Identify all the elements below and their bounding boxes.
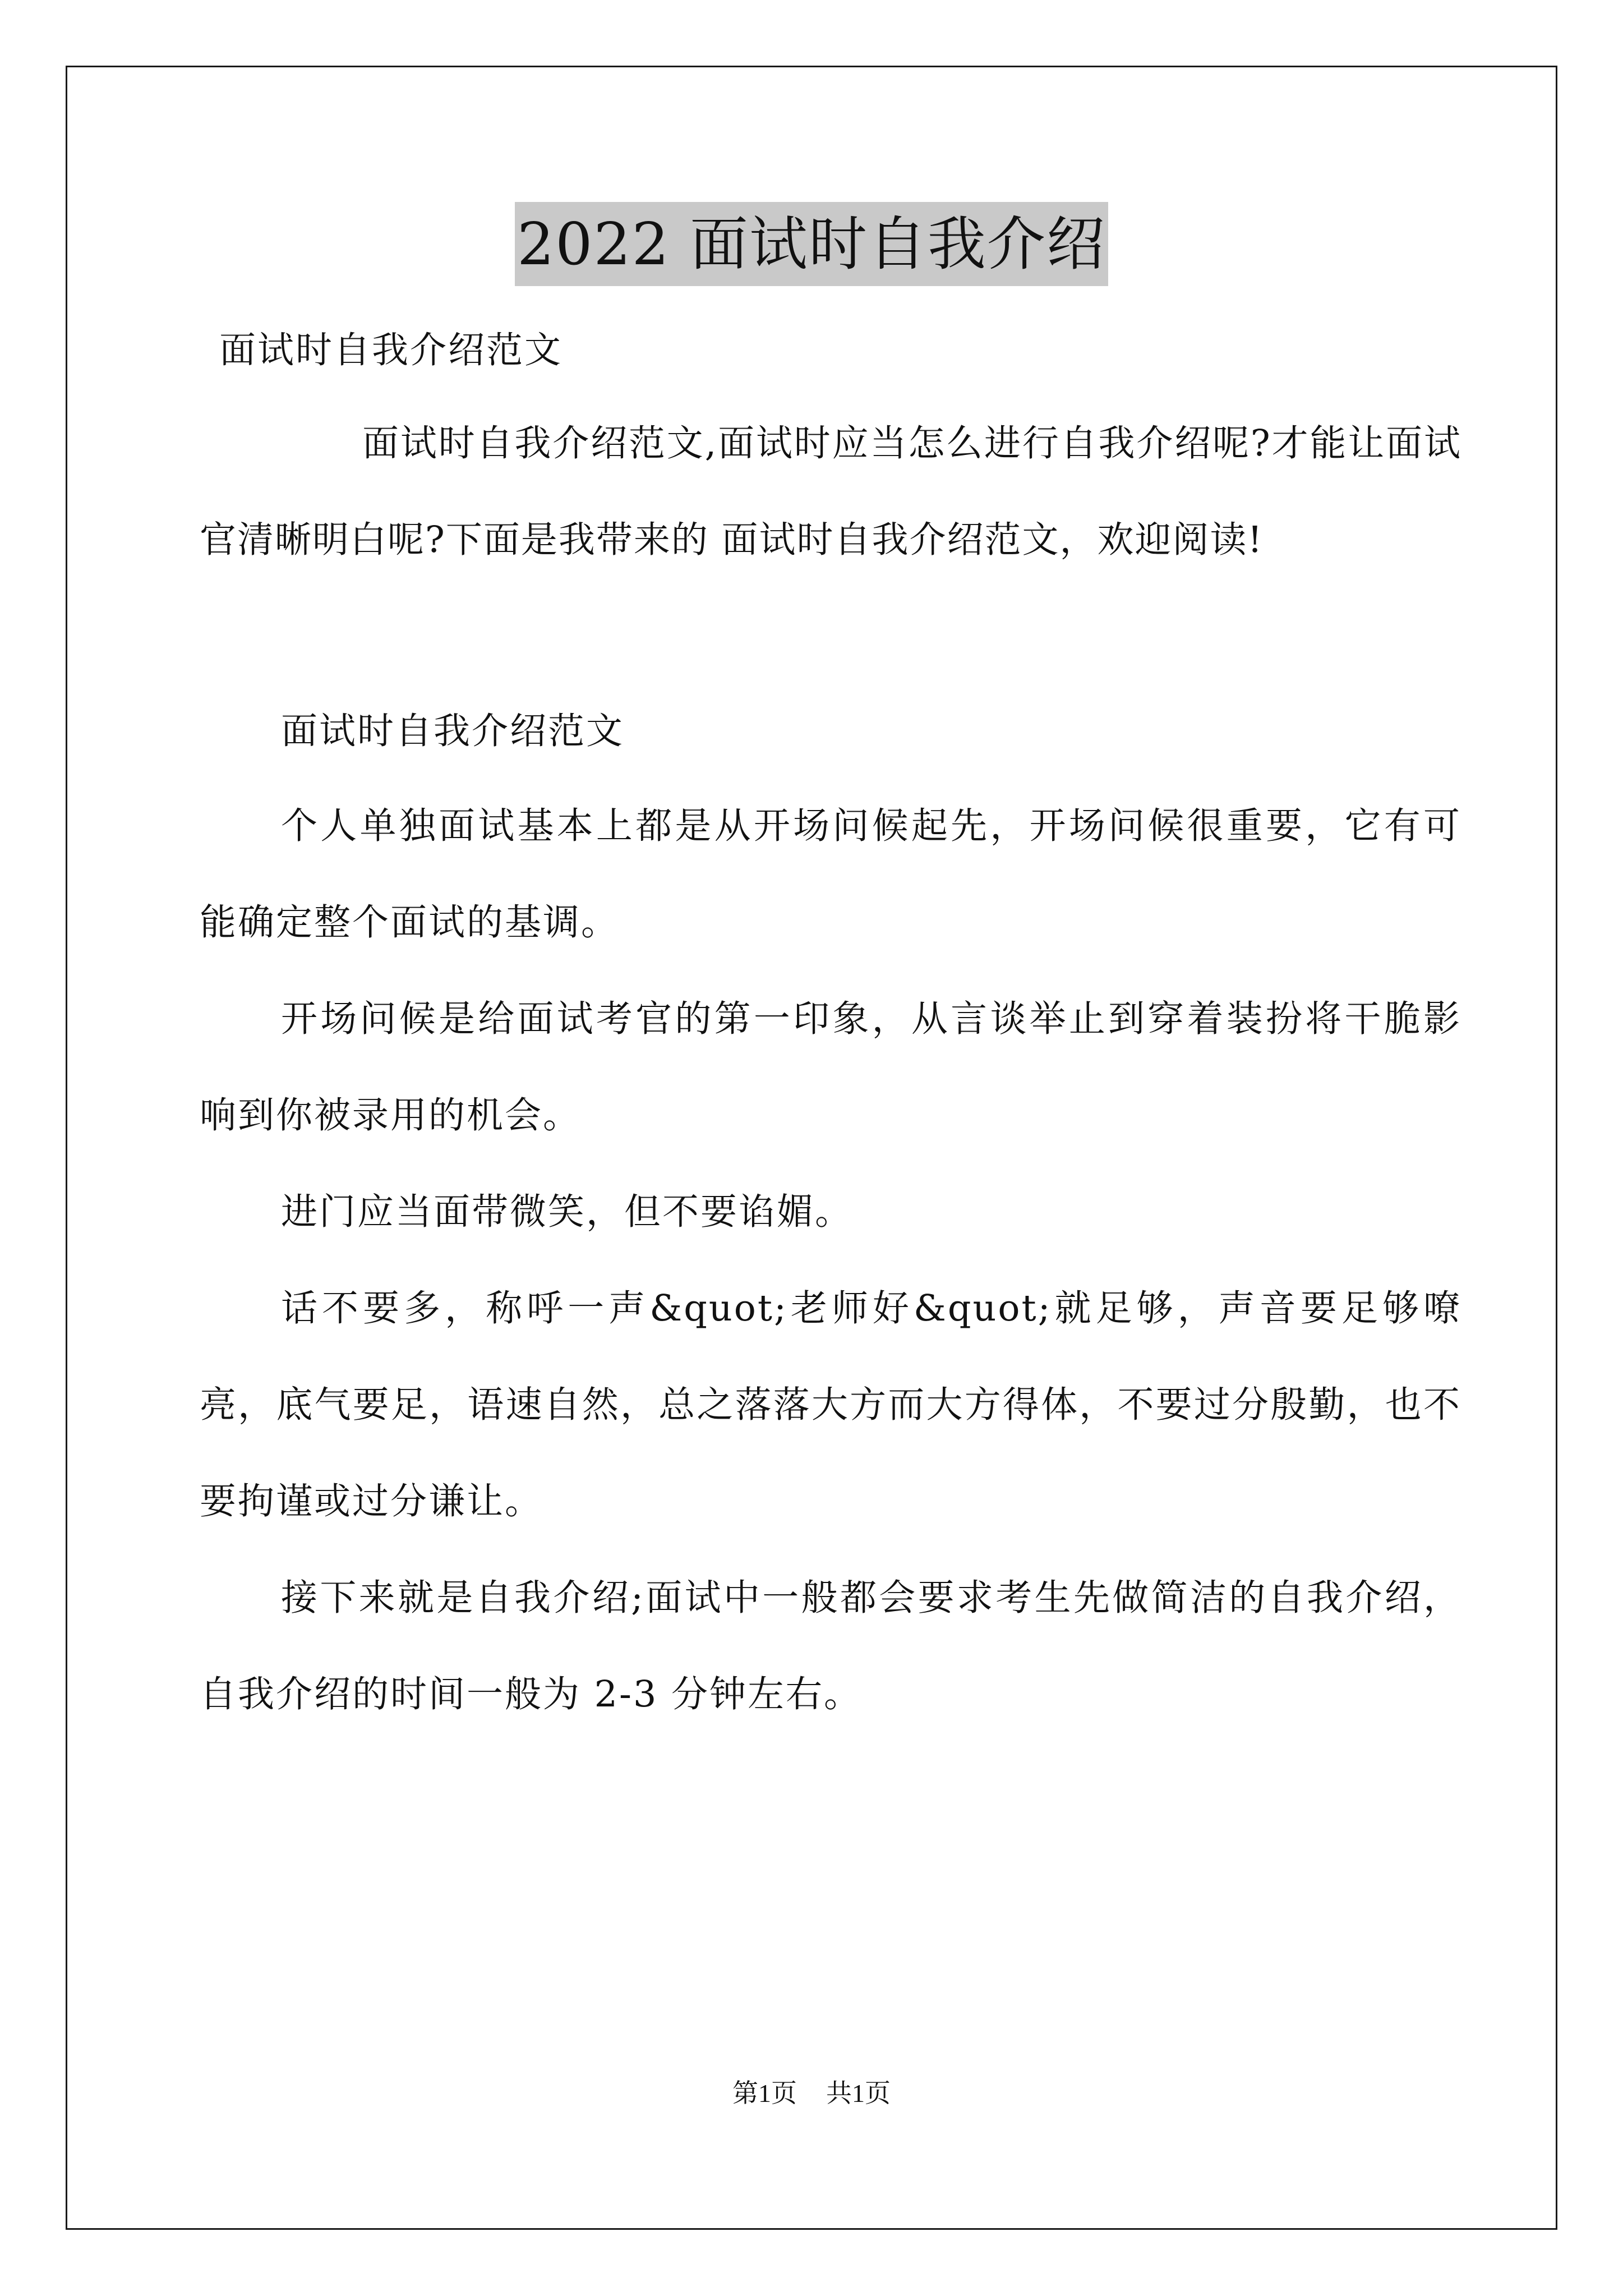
- title-wrap: [0, 202, 1623, 286]
- document-subtitle: 面试时自我介绍范文: [219, 329, 563, 371]
- section-heading: 面试时自我介绍范文: [281, 710, 625, 752]
- document-body: [200, 306, 1461, 1743]
- body-paragraph: 进门应当面带微笑，但不要谄媚。: [281, 1191, 854, 1233]
- body-paragraph: 话不要多，称呼一声&quot;老师好&quot;就足够，声音要足够嘹亮，底气要足，语速自然，总之落落大方而大方得体，不要过分殷勤，也不要拘谨或过分谦让。: [200, 1287, 1461, 1522]
- spacer: [200, 588, 1461, 685]
- page-number: 第1页: [732, 2079, 797, 2108]
- intro-paragraph: 面试时自我介绍范文,面试时应当怎么进行自我介绍呢?才能让面试官清晰明白呢?下面是我带来的 面试时自我介绍范文，欢迎阅读!: [200, 422, 1461, 561]
- body-paragraph: 个人单独面试基本上都是从开场问候起先，开场问候很重要，它有可能确定整个面试的基调。: [200, 805, 1461, 944]
- body-paragraph: 开场问候是给面试考官的第一印象，从言谈举止到穿着装扮将干脆影响到你被录用的机会。: [200, 998, 1461, 1137]
- page-footer: [0, 2073, 1623, 2110]
- body-paragraph: 接下来就是自我介绍;面试中一般都会要求考生先做简洁的自我介绍，自我介绍的时间一般为 2-3 分钟左右。: [200, 1577, 1461, 1715]
- page-total: 共1页: [826, 2079, 891, 2108]
- document-title: 2022 面试时自我介绍: [515, 202, 1108, 286]
